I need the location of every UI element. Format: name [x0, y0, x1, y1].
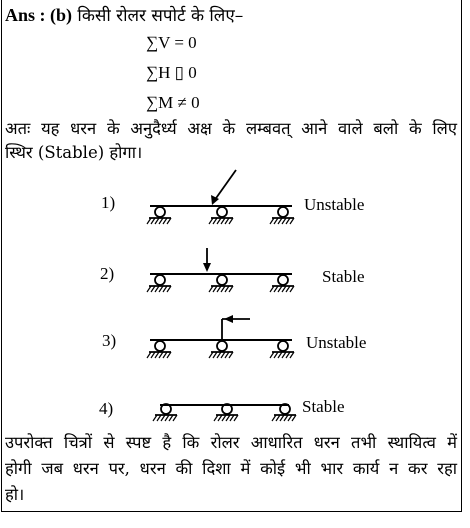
- case-1-number: 1): [101, 193, 116, 212]
- paragraph2-line2: होगी जब धरन पर, धरन की दिशा में कोई भी भार कार्य न कर रहा: [5, 459, 457, 478]
- case-3-number: 3): [102, 331, 117, 350]
- roller-support-icon: [209, 207, 233, 224]
- case-4-number: 4): [99, 399, 114, 418]
- case-1-status: Unstable: [304, 195, 365, 214]
- answer-text: किसी रोलर सपोर्ट के लिए–: [77, 6, 244, 26]
- roller-support-icon: [214, 404, 238, 421]
- paragraph1-line1: अतः यह धरन के अनुदैर्ध्य अक्ष के लम्बवत् आने वाले बलो के लिए: [5, 119, 457, 138]
- inclined-load-arrow: [214, 170, 236, 201]
- roller-support-icon: [147, 275, 171, 292]
- roller-support-icon: [270, 341, 294, 358]
- paragraph2-line3: हो।: [5, 485, 25, 504]
- roller-support-icon: [209, 341, 233, 358]
- roller-support-icon: [270, 207, 294, 224]
- roller-support-icon: [270, 275, 294, 292]
- beam-case-3: [147, 315, 294, 358]
- paragraph2-line1: उपरोक्त चित्रों से स्पष्ट है कि रोलर आधारित धरन तभी स्थायित्व में: [5, 433, 457, 452]
- answer-prefix: Ans : (b): [5, 5, 73, 25]
- roller-support-icon: [147, 341, 171, 358]
- case-4-status: Stable: [302, 397, 345, 416]
- equation-sum-v: ∑V = 0: [146, 33, 197, 52]
- beam-case-4: [153, 404, 296, 421]
- roller-support-icon: [147, 207, 171, 224]
- case-2-number: 2): [100, 264, 115, 283]
- case-3-status: Unstable: [306, 333, 367, 352]
- roller-support-icon: [209, 275, 233, 292]
- equation-sum-m: ∑M ≠ 0: [146, 93, 200, 112]
- equation-sum-h: ∑H ▯ 0: [146, 63, 197, 82]
- paragraph1-line2: स्थिर (Stable) होगा।: [5, 143, 143, 162]
- roller-support-icon: [153, 404, 177, 421]
- beam-case-1: [147, 170, 294, 224]
- beam-case-2: [147, 248, 294, 292]
- case-2-status: Stable: [322, 267, 365, 286]
- roller-support-icon: [272, 404, 296, 421]
